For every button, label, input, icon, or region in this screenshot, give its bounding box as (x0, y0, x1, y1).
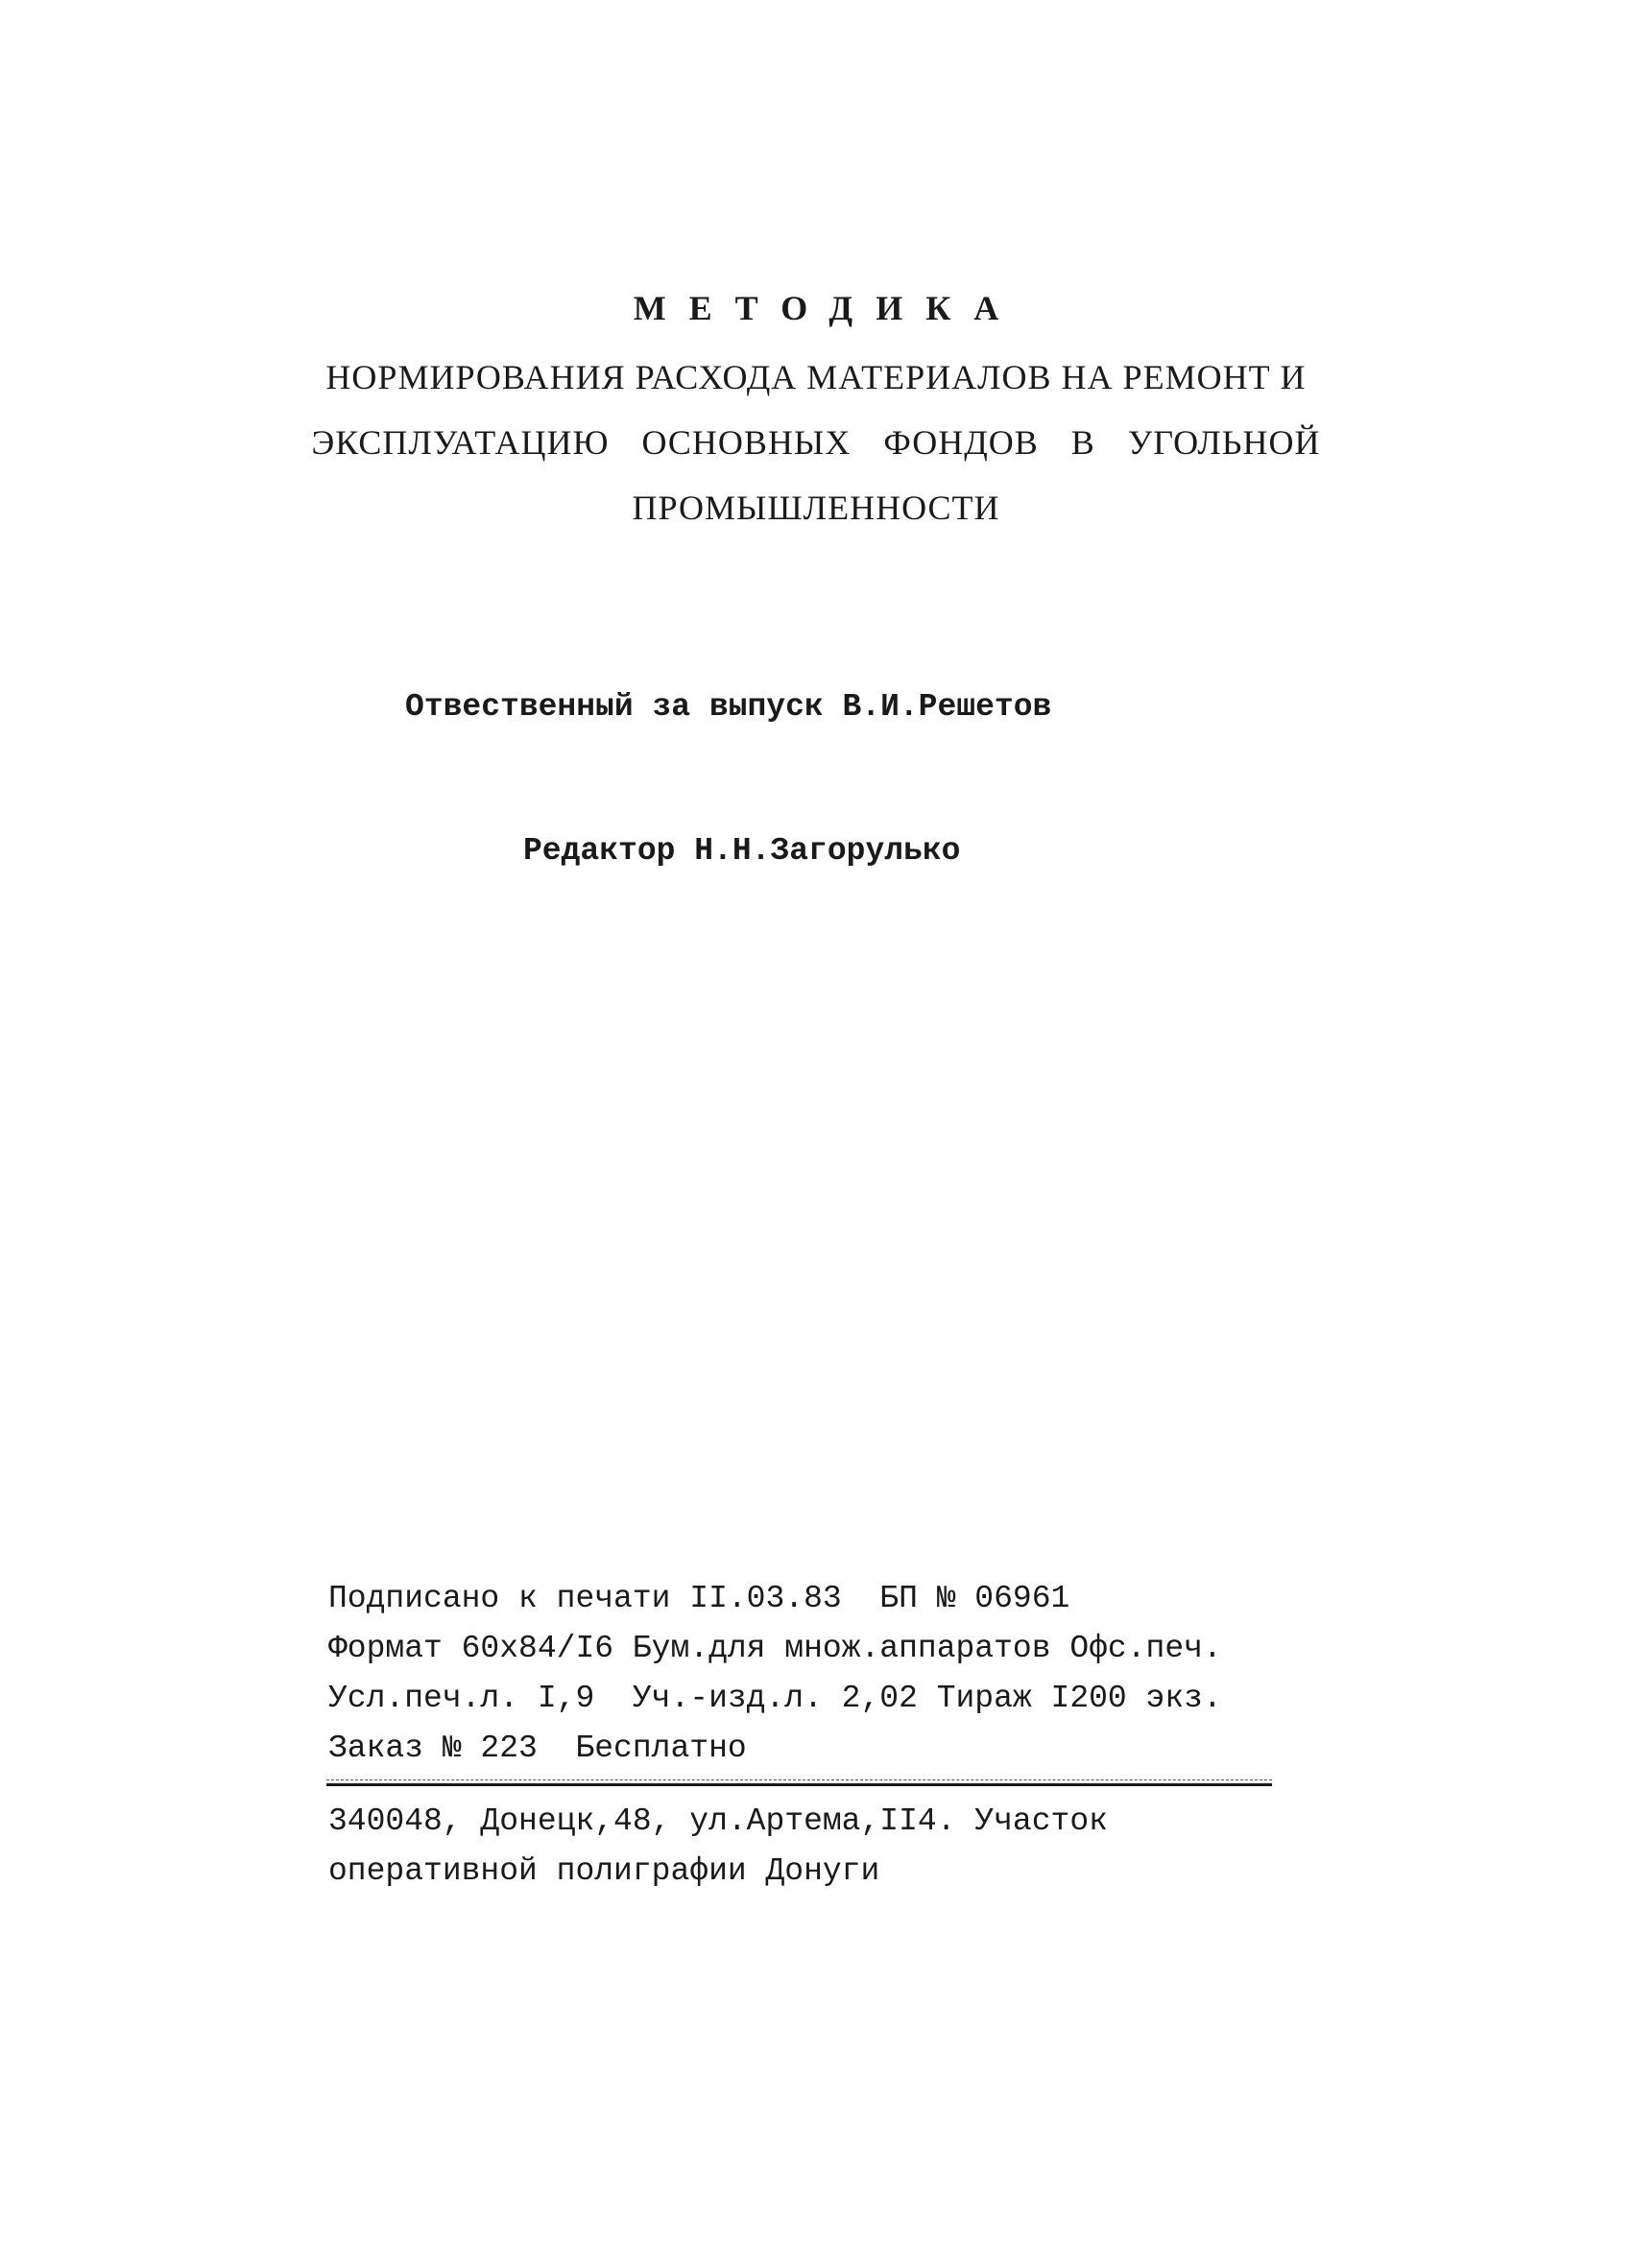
title-line-2: ЭКСПЛУАТАЦИЮ ОСНОВНЫХ ФОНДОВ В УГОЛЬНОЙ (311, 423, 1321, 462)
imprint-line-order: Заказ № 223 Бесплатно (328, 1731, 747, 1766)
divider-thin (326, 1779, 1272, 1780)
title-line-1: НОРМИРОВАНИЯ РАСХОДА МАТЕРИАЛОВ НА РЕМОНТ И (325, 358, 1307, 396)
responsible-person: Отвественный за выпуск В.И.Решетов (405, 689, 1052, 725)
address-line-1: 340048, Донецк,48, ул.Артема,II4. Участок (328, 1803, 1108, 1839)
imprint-line-sheets: Усл.печ.л. I,9 Уч.-изд.л. 2,02 Тираж I200 экз. (328, 1681, 1222, 1716)
title-heading: МЕТОДИКА (633, 289, 1022, 327)
title-line-3: ПРОМЫШЛЕННОСТИ (632, 489, 1000, 527)
imprint-line-format: Формат 60x84/I6 Бум.для множ.аппаратов Офс.печ. (328, 1631, 1222, 1666)
address-block (328, 1797, 1108, 1897)
address-line-2: оперативной полиграфии Донуги (328, 1853, 880, 1889)
editor-name: Редактор Н.Н.Загорулько (523, 833, 961, 869)
imprint-block (328, 1574, 1222, 1774)
imprint-line-signed: Подписано к печати II.03.83 БП № 06961 (328, 1581, 1070, 1616)
divider-rule (326, 1783, 1272, 1786)
